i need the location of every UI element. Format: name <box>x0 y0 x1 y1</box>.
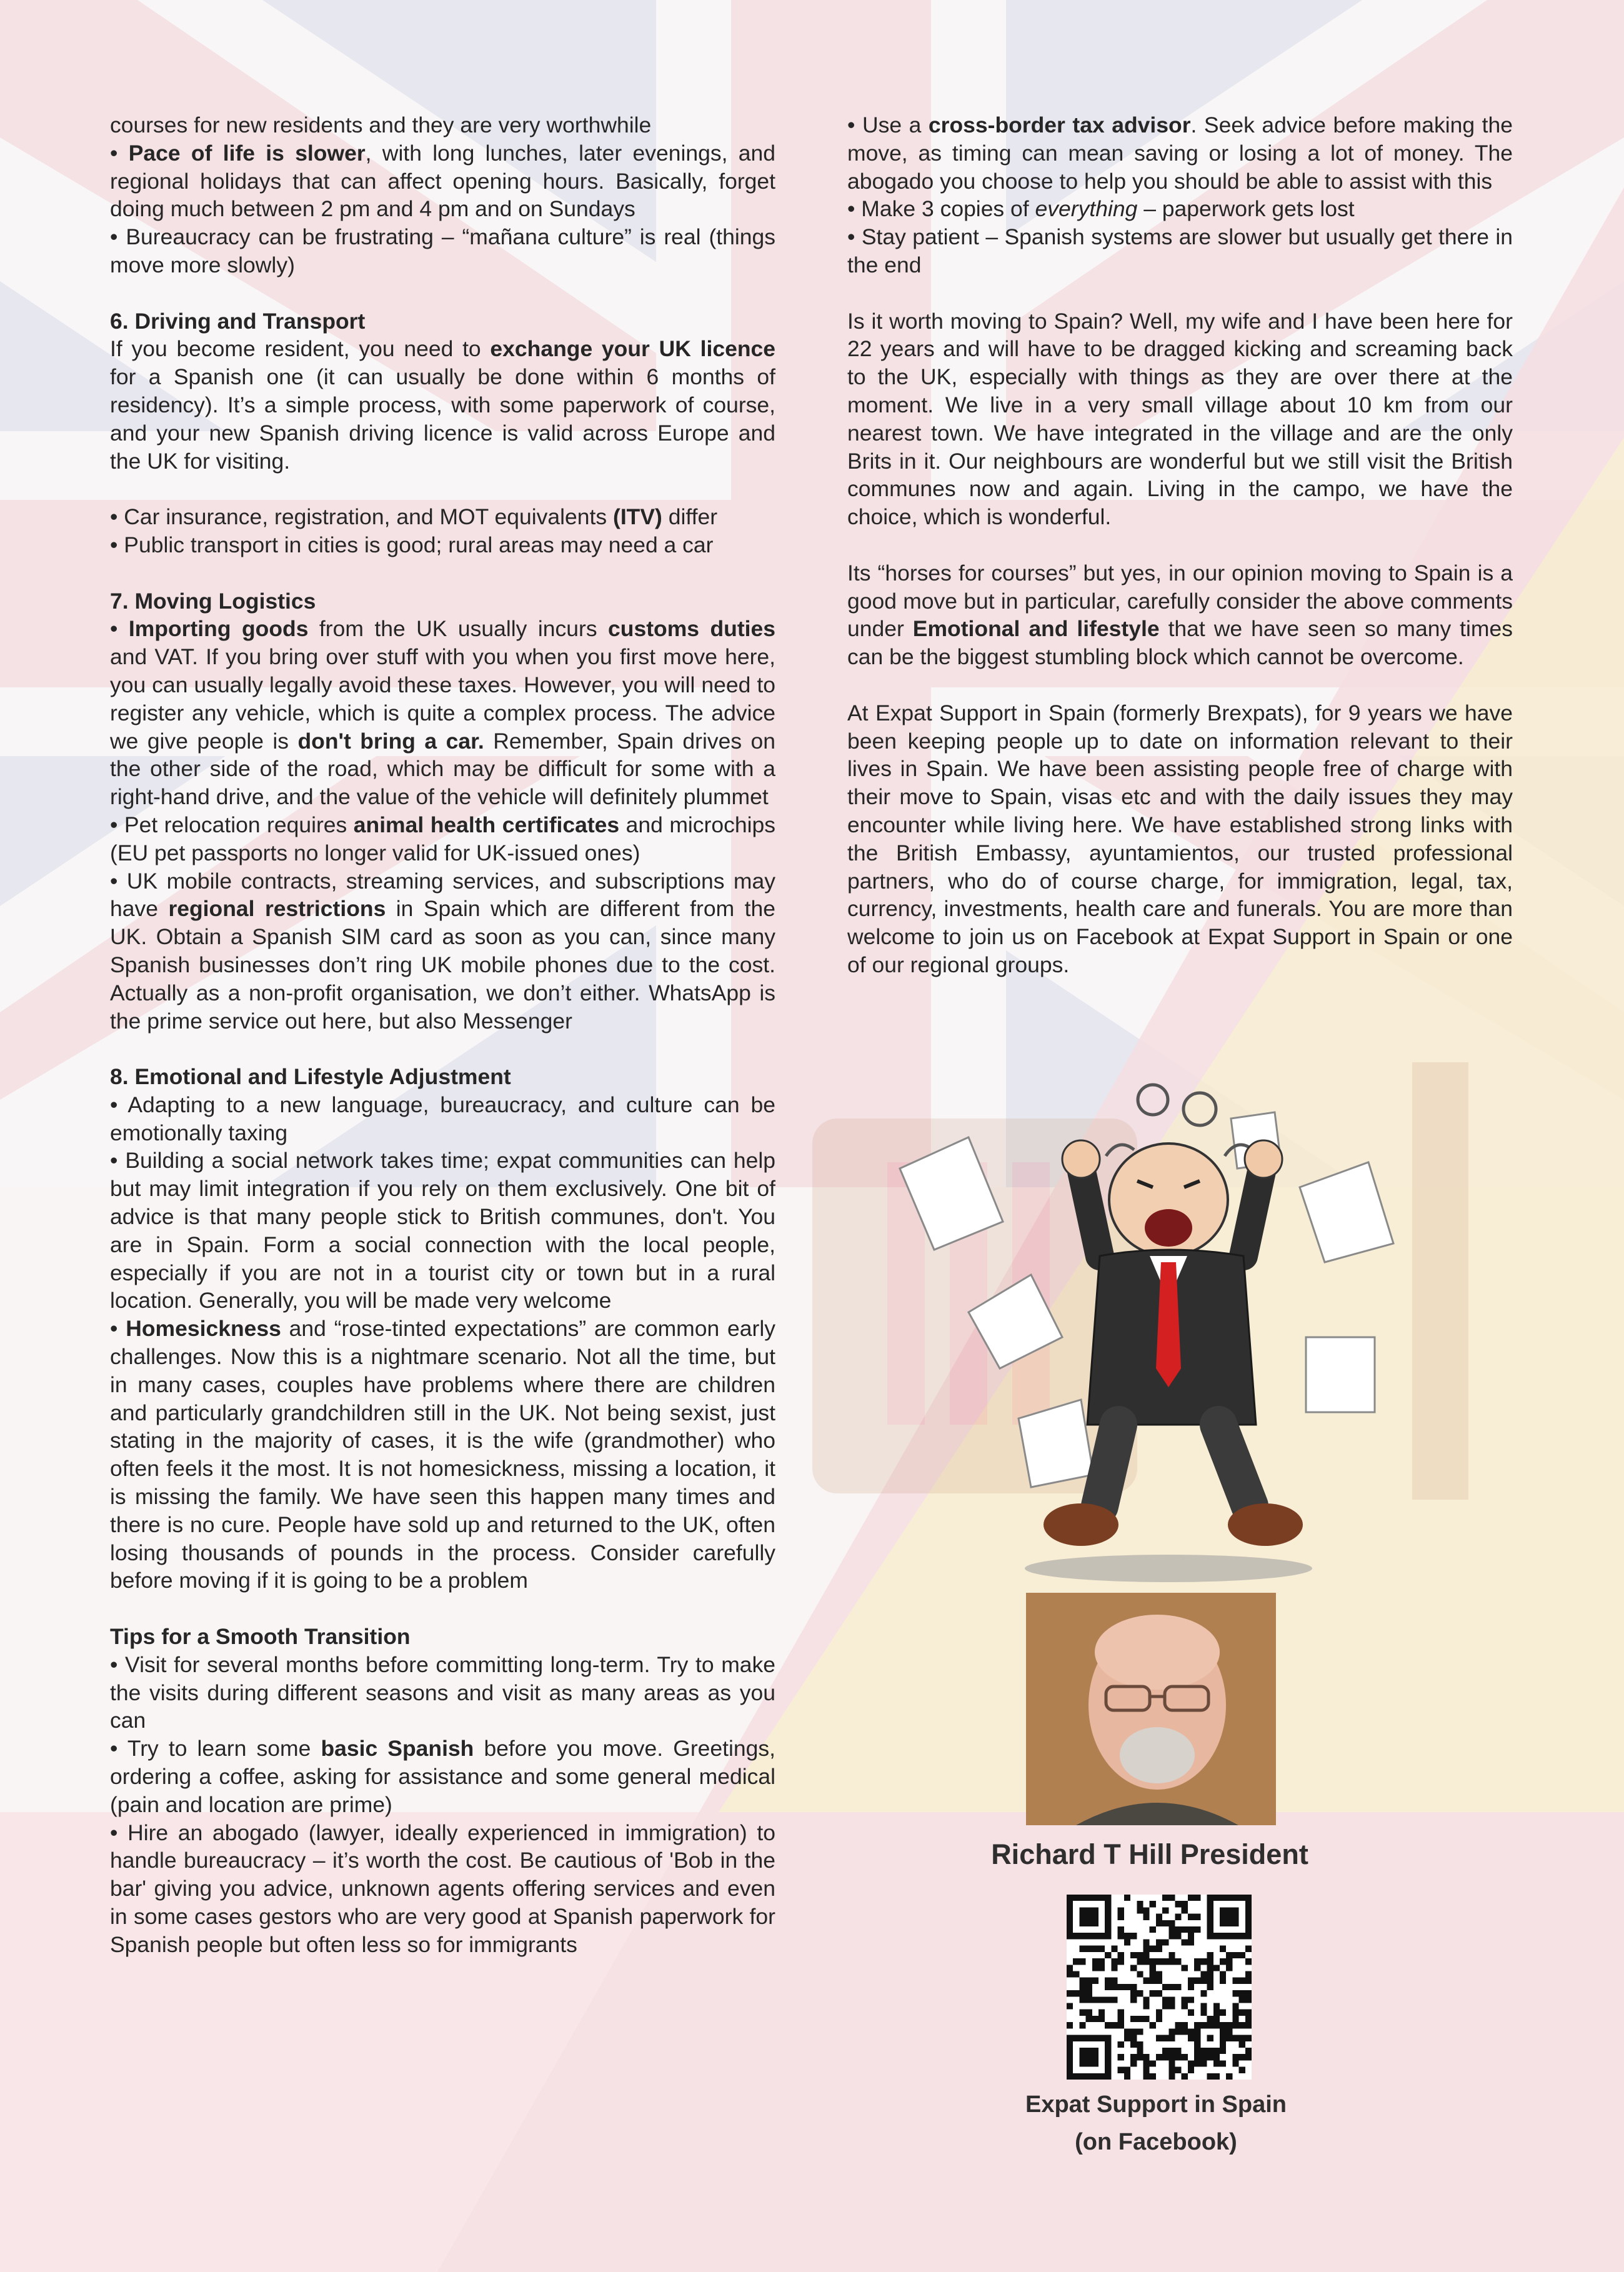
text-run: for a Spanish one (it can usually be done within 6 months of residency). It’s a simple process, with some paperwork of course, and your new Spanish driving licence is valid across Europe and the UK for visiting. <box>110 364 775 474</box>
bold-text: don't bring a car. <box>297 728 484 754</box>
bullet-importing-goods <box>110 615 775 811</box>
bullet-language <box>110 1091 775 1147</box>
left-column <box>110 111 775 1959</box>
bullet-car-insurance <box>110 503 775 531</box>
text-run: • <box>110 616 129 642</box>
bold-text: cross-border tax advisor <box>928 112 1191 137</box>
bullet-learn-spanish <box>110 1735 775 1818</box>
text-run: • Hire an abogado (lawyer, ideally experienced in immigration) to handle bureaucracy – it’s worth the cost. Be cautious of 'Bob in the bar' giving you advice, unknown agents offering services and even in some cases gestors who are very good at Spanish paperwork for Spanish people but often less so for immigrants <box>110 1820 775 1957</box>
stressed-businessman-cartoon <box>875 1075 1456 1587</box>
bullet-mobile-contracts <box>110 867 775 1035</box>
bold-text: exchange your UK licence <box>490 336 775 362</box>
bold-text: customs duties <box>608 616 776 642</box>
text-run: • UK mobile contracts, streaming services, and subscriptions may have <box>110 868 775 922</box>
text-run: differ <box>662 504 718 530</box>
bullet-patient <box>847 223 1513 279</box>
text-run: • Try to learn some <box>110 1736 321 1761</box>
bullet-pet-relocation <box>110 811 775 867</box>
text-run: • Public transport in cities is good; rural areas may need a car <box>110 532 714 557</box>
bullet-tax-advisor <box>847 111 1513 195</box>
text-run: • Make 3 copies of <box>847 196 1035 222</box>
president-caption: Richard T Hill President <box>991 1838 1308 1870</box>
text-run: and VAT. If you bring over stuff with you when you first move here, you can usually legally avoid these taxes. However, you will need to register any vehicle, which is quite a complex process. The advice we give people is <box>110 644 775 754</box>
text-run: • Bureaucracy can be frustrating – “mañana culture” is real (things move more slowly) <box>110 224 775 277</box>
text-run: • Adapting to a new language, bureaucracy, and culture can be emotionally taxing <box>110 1092 775 1145</box>
text-run: • Visit for several months before committing long-term. Try to make the visits during different seasons and visit as many areas as you can <box>110 1652 775 1733</box>
italic-text: everything <box>1035 196 1138 222</box>
text-run: Remember, Spain drives on the other side of the road, which may be difficult for some with a right-hand drive, and the value of the vehicle will definitely plummet <box>110 728 775 810</box>
heading-tips: Tips for a Smooth Transition <box>110 1624 411 1650</box>
heading-driving-transport: 6. Driving and Transport <box>110 308 366 334</box>
bullet-bureaucracy <box>110 223 775 279</box>
text-run: If you become resident, you need to <box>110 336 491 362</box>
paragraph-licence <box>110 335 775 475</box>
bold-text: (ITV) <box>613 504 662 530</box>
text-run: • Car insurance, registration, and MOT equivalents <box>110 504 613 530</box>
heading-emotional-lifestyle: 8. Emotional and Lifestyle Adjustment <box>110 1064 511 1090</box>
bold-text: Pace of life is slower <box>128 140 366 166</box>
bullet-public-transport <box>110 531 775 559</box>
bold-text: basic Spanish <box>321 1736 474 1761</box>
text-run: , with long lunches, later evenings, and regional holidays that can affect opening hours. Basically, forget doing much between 2 pm and 4 pm and on Sundays <box>110 140 775 222</box>
text-run: • Building a social network takes time; expat communities can help but may limit integration if you rely on them exclusively. One bit of advice is that many people stick to British communes, don't. You are in Spain. Form a social connection with the local people, especially if you are not in a tourist city or town but in a rural location. Generally, you will be made very welcome <box>110 1148 775 1313</box>
text-run: • <box>110 140 129 166</box>
bullet-homesickness <box>110 1315 775 1595</box>
bullet-social-network <box>110 1147 775 1315</box>
bullet-copies <box>847 195 1513 223</box>
text-run: • Pet relocation requires <box>110 812 354 837</box>
spacer <box>110 559 775 587</box>
bold-text: regional restrictions <box>168 896 386 922</box>
president-photo <box>1026 1593 1276 1825</box>
paragraph <box>110 111 775 139</box>
heading-moving-logistics: 7. Moving Logistics <box>110 588 316 614</box>
bullet-abogado <box>110 1819 775 1959</box>
text-run: At Expat Support in Spain (formerly Brexpats), for 9 years we have been keeping people up to date on information relevant to their lives in Spain. We have been assisting people free of charge with their move to Spain, visas etc and with the daily issues they may encounter while living here. We have established strong links with the British Embassy, ayuntamientos, our trusted professional partners, who do of course charge, for immigration, legal, tax, currency, investments, health care and funerals. You are more than welcome to join us on Facebook at Expat Support in Spain or one of our regional groups. <box>847 700 1513 977</box>
qr-code[interactable] <box>1067 1895 1252 2080</box>
paragraph-horses-for-courses <box>847 559 1513 671</box>
organisation-name: Expat Support in Spain <box>1025 2091 1287 2118</box>
text-run: and “rose-tinted expectations” are common early challenges. Now this is a nightmare scenario. Not all the time, but in many cases, couples have problems where there are children and particularly grandchildren still in the UK. Not being sexist, just stating in the majority of cases, it is the wife (grandmother) who often feels it the most. It is not homesickness, missing a location, it is missing the family. We have seen this happen many times and there is no cure. People have sold up and returned to the UK, often losing thousands of pounds in the process. Consider carefully before moving if it is going to be a problem <box>110 1316 775 1593</box>
bold-text: animal health certificates <box>353 812 620 837</box>
text-run: • Use a <box>847 112 929 137</box>
text-run: Its “horses for courses” but yes, in our opinion moving to Spain is a good move but in particular, carefully consider the above comments under <box>847 560 1513 642</box>
paragraph-worth-moving <box>847 307 1513 531</box>
paragraph-expat-support <box>847 699 1513 979</box>
bold-text: Homesickness <box>126 1316 281 1342</box>
spacer <box>110 475 775 503</box>
organisation-platform: (on Facebook) <box>1075 2129 1237 2155</box>
text-run: courses for new residents and they are very worthwhile <box>110 112 652 137</box>
text-run: before you move. Greetings, ordering a coffee, asking for assistance and some general medical (pain and location are prime) <box>110 1736 775 1817</box>
text-run: from the UK usually incurs <box>308 616 609 642</box>
spacer <box>847 279 1513 307</box>
text-run: Is it worth moving to Spain? Well, my wife and I have been here for 22 years and will have to be dragged kicking and screaming back to the UK, especially with things as they are over there at the moment. We live in a very small village about 10 km from our nearest town. We have integrated in the village and are the only Brits in it. Our neighbours are wonderful but we still visit the British communes now and again. Living in the campo, we have the choice, which is wonderful. <box>847 308 1513 530</box>
text-run: • Stay patient – Spanish systems are slower but usually get there in the end <box>847 224 1513 277</box>
text-run: – paperwork gets lost <box>1137 196 1355 222</box>
bullet-pace-of-life <box>110 139 775 223</box>
spacer <box>110 1595 775 1623</box>
bullet-visit <box>110 1651 775 1735</box>
text-run: in Spain which are different from the UK. Obtain a Spanish SIM card as soon as you can, since many Spanish businesses don’t ring UK mobile phones due to the cost. Actually as a non-profit organisation, we don’t either. WhatsApp is the prime service out here, but also Messenger <box>110 896 775 1034</box>
spacer <box>847 671 1513 699</box>
bold-text: Importing goods <box>128 616 309 642</box>
text-run: and microchips (EU pet passports no longer valid for UK-issued ones) <box>110 812 775 865</box>
spacer <box>847 531 1513 559</box>
text-run: . Seek advice before making the move, as timing can mean saving or losing a lot of money. The abogado you choose to help you should be able to assist with this <box>847 112 1513 194</box>
bold-text: Emotional and lifestyle <box>912 616 1160 642</box>
spacer <box>110 279 775 307</box>
spacer <box>110 1035 775 1063</box>
organisation-caption <box>937 2086 1375 2161</box>
text-run: • <box>110 1316 126 1342</box>
right-column <box>847 111 1513 979</box>
text-run: that we have seen so many times can be the biggest stumbling block which cannot be overcome. <box>847 616 1513 670</box>
